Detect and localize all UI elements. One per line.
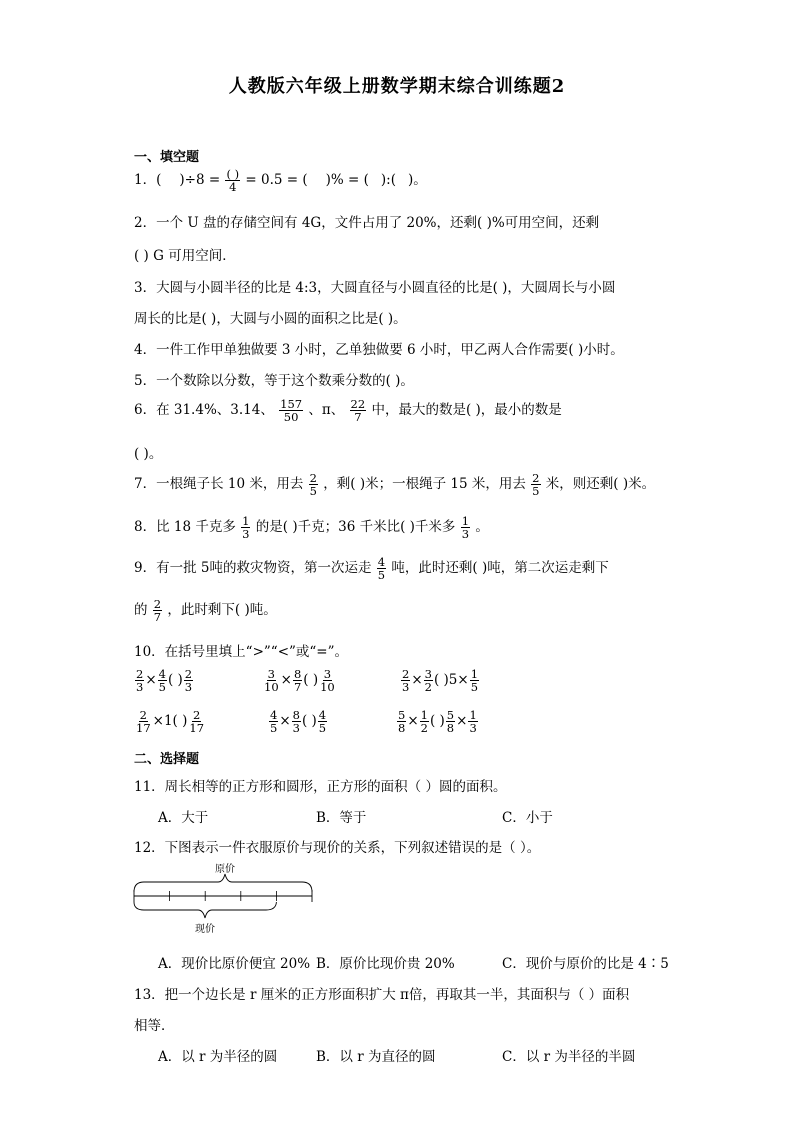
- fraction: $\frac{2}{5}$: [532, 471, 540, 499]
- question-6-line-1: 6．在 31.4%、3.14、 $\frac{157}{50}$ 、π、 $\frac{22}{7}$ 中，最大的数是( )，最小的数是: [134, 397, 562, 425]
- question-12: 12．下图表示一件衣服原价与现价的关系，下列叙述错误的是（ ）。: [134, 840, 541, 856]
- question-13-line-1: 13．把一个边长是 r 厘米的正方形面积扩大 π倍，再取其一半，其面积与（ ）面积: [134, 987, 630, 1003]
- question-8: 8．比 18 千克多 $\frac{1}{3}$ 的是( )千克；36 千米比( )千米多 $\frac{1}{3}$ 。: [134, 514, 489, 542]
- question-11: 11．周长相等的正方形和圆形，正方形的面积（ ）圆的面积。: [134, 779, 507, 795]
- diagram-label-original-price: 原价: [215, 864, 235, 875]
- fraction: $\frac{22}{7}$: [350, 397, 366, 425]
- diagram-label-current-price: 现价: [195, 924, 215, 935]
- option-b[interactable]: B．原价比现价贵 20%: [316, 956, 455, 972]
- compare-item: $\frac{4}{5}$ × $\frac{8}{3}$ ( ) $\frac{4}{5}$: [270, 708, 327, 736]
- question-2-line-2: ( ) G 可用空间．: [134, 248, 236, 264]
- compare-item: $\frac{2}{3}$ × $\frac{3}{2}$ ( )5× $\frac{1}{5}$: [402, 667, 479, 695]
- compare-item: $\frac{2}{17}$ ×1( ) $\frac{2}{17}$: [136, 708, 205, 736]
- option-c[interactable]: C．以 r 为半径的半圆: [502, 1049, 636, 1065]
- top-brace: [134, 874, 312, 892]
- question-4: 4．一件工作甲单独做要 3 小时，乙单独做要 6 小时，甲乙两人合作需要( )小时。: [134, 342, 624, 358]
- compare-item: $\frac{2}{3}$ × $\frac{4}{5}$ ( ) $\frac{2}{3}$: [136, 667, 193, 695]
- page-title: 人教版六年级上册数学期末综合训练题2: [228, 76, 566, 97]
- compare-item: $\frac{3}{10}$ × $\frac{8}{7}$ ( ) $\frac{3}{10}$: [264, 667, 335, 695]
- fraction: $\frac{2}{5}$: [309, 471, 317, 499]
- question-3-line-2: 周长的比是( )，大圆与小圆的面积之比是( )。: [134, 311, 407, 327]
- section-fill-heading: 一、填空题: [134, 150, 200, 165]
- fraction: $\frac{( )}{4}$: [226, 167, 240, 195]
- question-13-line-2: 相等．: [134, 1018, 175, 1034]
- fraction: $\frac{1}{3}$: [242, 514, 250, 542]
- option-a[interactable]: A．现价比原价便宜 20%: [158, 956, 311, 972]
- fraction: $\frac{1}{3}$: [461, 514, 470, 542]
- question-3-line-1: 3．大圆与小圆半径的比是 4:3，大圆直径与小圆直径的比是( )，大圆周长与小圆: [134, 280, 616, 296]
- fraction: $\frac{4}{5}$: [377, 555, 386, 583]
- section-choice-heading: 二、选择题: [134, 752, 200, 767]
- option-a[interactable]: A．大于: [158, 810, 209, 826]
- fraction: $\frac{157}{50}$: [280, 397, 303, 425]
- option-b[interactable]: B．以 r 为直径的圆: [316, 1049, 436, 1065]
- question-7: 7．一根绳子长 10 米，用去 $\frac{2}{5}$ ，剩( )米；一根绳子 15 米，用去 $\frac{2}{5}$ 米，则还剩( )米。: [134, 471, 656, 499]
- option-b[interactable]: B．等于: [316, 810, 367, 826]
- fraction: $\frac{2}{7}$: [153, 597, 162, 625]
- question-9-line-2: 的 $\frac{2}{7}$ ，此时剩下( )吨。: [134, 597, 277, 625]
- option-a[interactable]: A．以 r 为半径的圆: [158, 1049, 278, 1065]
- question-5: 5．一个数除以分数，等于这个数乘分数的( )。: [134, 373, 414, 389]
- option-c[interactable]: C．小于: [502, 810, 553, 826]
- bottom-brace: [134, 902, 276, 918]
- price-diagram: [130, 862, 320, 936]
- question-6-line-2: ( )。: [134, 446, 163, 462]
- question-2-line-1: 2．一个 U 盘的存储空间有 4G，文件占用了 20%，还剩( )%可用空间，还剩: [134, 215, 600, 231]
- question-1: 1．( )÷8 = $\frac{( )}{4}$ = 0.5 = ( )% = ( ):( )。: [134, 167, 427, 195]
- question-9-line-1: 9．有一批 5吨的救灾物资，第一次运走 $\frac{4}{5}$ 吨，此时还剩( )吨，第二次运走剩下: [134, 555, 609, 583]
- option-c[interactable]: C．现价与原价的比是 4∶5: [502, 956, 669, 972]
- compare-item: $\frac{5}{8}$ × $\frac{1}{2}$ ( ) $\frac{5}{8}$ × $\frac{1}{3}$: [398, 708, 477, 736]
- question-10: 10．在括号里填上“>”“<”或“=”。: [134, 644, 349, 660]
